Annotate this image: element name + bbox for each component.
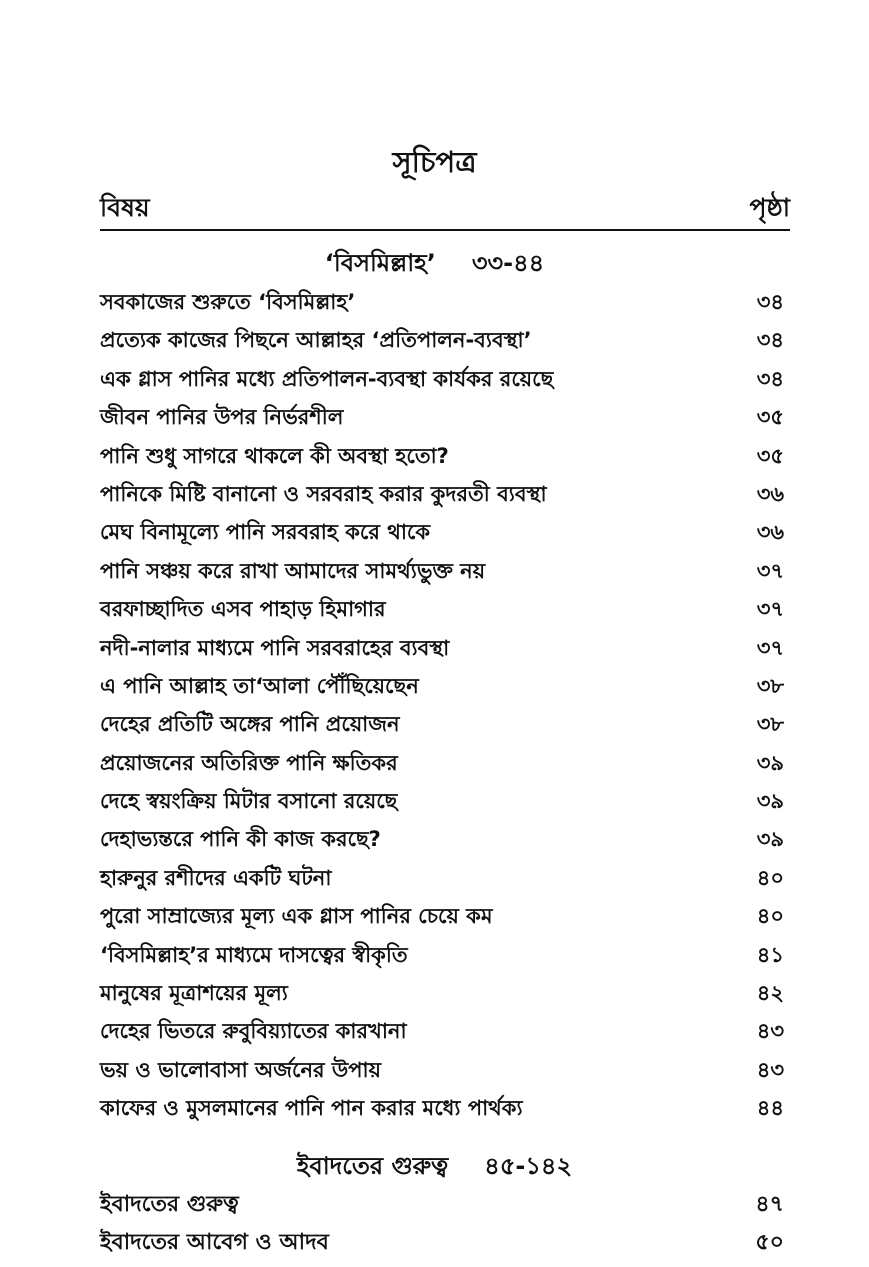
entry-title: নদী-নালার মাধ্যমে পানি সরবরাহের ব্যবস্থা (100, 635, 450, 660)
section-heading-ibadat (0, 1148, 869, 1188)
toc-entry[interactable] (100, 1012, 790, 1050)
entry-title: পুরো সাম্রাজ্যের মূল্য এক গ্লাস পানির চেয়ে কম (100, 904, 493, 929)
section-entries-bismillah (100, 283, 790, 1128)
entry-title: প্রত্যেক কাজের পিছনে আল্লাহর ‘প্রতিপালন-ব্যবস্থা’ (100, 328, 532, 353)
section-page-range: ৪৫-১৪২ (484, 1152, 573, 1180)
entry-page-number: ৩৪ (756, 366, 784, 391)
entry-page-number: ৩৫ (756, 443, 784, 468)
column-header-row (100, 188, 790, 228)
entry-title: এ পানি আল্লাহ তা‘আলা পৌঁছিয়েছেন (100, 673, 419, 698)
entry-page-number: ৫০ (755, 1230, 784, 1256)
entry-page-number: ৪৪ (756, 1096, 784, 1121)
entry-page-number: ৩৭ (756, 597, 784, 622)
entry-page-number: ৪৭ (755, 1192, 784, 1217)
entry-page-number: ৪০ (756, 904, 784, 929)
entry-title: পানি শুধু সাগরে থাকলে কী অবস্থা হতো? (100, 443, 449, 468)
toc-entry[interactable] (100, 513, 790, 551)
toc-entry[interactable] (100, 897, 790, 935)
toc-entry[interactable] (100, 590, 790, 628)
toc-entry[interactable] (100, 552, 790, 590)
entry-title: মেঘ বিনামূল্যে পানি সরবরাহ করে থাকে (100, 520, 431, 545)
entry-title: দেহাভ্যন্তরে পানি কী কাজ করছে? (100, 827, 381, 852)
entry-title: দেহে স্বয়ংক্রিয় মিটার বসানো রয়েছে (100, 789, 398, 814)
entry-page-number: ৪২ (756, 981, 784, 1006)
entry-title: দেহের ভিতরে রুবুবিয়্যাতের কারখানা (100, 1019, 407, 1044)
entry-title: কাফের ও মুসলমানের পানি পান করার মধ্যে পার্থক্য (100, 1096, 523, 1121)
entry-page-number: ৪০ (756, 865, 784, 890)
toc-entry[interactable] (100, 667, 790, 705)
entry-page-number: ৩৯ (756, 750, 784, 775)
toc-entry[interactable] (100, 1224, 790, 1262)
entry-title: পানি সঞ্চয় করে রাখা আমাদের সামর্থ্যভুক্ত নয় (100, 558, 486, 583)
entry-title: পানিকে মিষ্টি বানানো ও সরবরাহ করার কুদরতী ব্যবস্থা (100, 481, 547, 506)
entry-title: সবকাজের শুরুতে ‘বিসমিল্লাহ’ (100, 290, 356, 314)
toc-entry[interactable] (100, 820, 790, 858)
entry-page-number: ৩৭ (756, 558, 784, 583)
toc-entry[interactable] (100, 437, 790, 475)
toc-entry[interactable] (100, 705, 790, 743)
toc-entry[interactable] (100, 1186, 790, 1224)
toc-entry[interactable] (100, 283, 790, 321)
toc-entry[interactable] (100, 1089, 790, 1127)
entry-title: জীবন পানির উপর নির্ভরশীল (100, 405, 344, 430)
entry-page-number: ৩৪ (756, 328, 784, 353)
entry-page-number: ৪৩ (756, 1019, 784, 1044)
subject-column-label: বিষয় (100, 193, 150, 222)
toc-entry[interactable] (100, 360, 790, 398)
toc-entry[interactable] (100, 859, 790, 897)
entry-page-number: ৩৯ (756, 827, 784, 852)
entry-page-number: ৩৬ (756, 520, 784, 545)
section-entries-ibadat (100, 1186, 790, 1263)
entry-title: ‘বিসমিল্লাহ’র মাধ্যমে দাসত্বের স্বীকৃতি (100, 942, 408, 967)
entry-page-number: ৩৯ (756, 789, 784, 814)
entry-page-number: ৩৪ (756, 290, 784, 314)
toc-entry[interactable] (100, 1051, 790, 1089)
toc-entry[interactable] (100, 974, 790, 1012)
entry-page-number: ৩৫ (756, 405, 784, 430)
page-column-label: পৃষ্ঠা (749, 193, 790, 222)
section-page-range: ৩৩-৪৪ (471, 249, 545, 277)
section-title: ‘বিসমিল্লাহ’ (324, 249, 436, 277)
entry-page-number: ৩৮ (756, 712, 784, 737)
toc-entry[interactable] (100, 398, 790, 436)
entry-page-number: ৩৬ (756, 481, 784, 506)
toc-entry[interactable] (100, 629, 790, 667)
toc-entry[interactable] (100, 936, 790, 974)
toc-entry[interactable] (100, 782, 790, 820)
entry-title: দেহের প্রতিটি অঙ্গের পানি প্রয়োজন (100, 712, 400, 737)
entry-page-number: ৩৮ (756, 673, 784, 698)
page-title: সূচিপত্র (392, 145, 477, 179)
entry-page-number: ৪১ (756, 942, 784, 967)
section-title: ইবাদতের গুরুত্ব (296, 1152, 449, 1180)
section-heading-bismillah (0, 245, 869, 285)
entry-title: বরফাচ্ছাদিত এসব পাহাড় হিমাগার (100, 597, 386, 622)
entry-page-number: ৩৭ (756, 635, 784, 660)
toc-entry[interactable] (100, 744, 790, 782)
entry-title: ভয় ও ভালোবাসা অর্জনের উপায় (100, 1057, 381, 1082)
entry-title: এক গ্লাস পানির মধ্যে প্রতিপালন-ব্যবস্থা কার্যকর রয়েছে (100, 366, 554, 391)
header-divider (100, 229, 790, 231)
entry-title: ইবাদতের গুরুত্ব (100, 1192, 239, 1217)
entry-title: ইবাদতের আবেগ ও আদব (100, 1230, 329, 1256)
entry-page-number: ৪৩ (756, 1057, 784, 1082)
entry-title: হারুনুর রশীদের একটি ঘটনা (100, 865, 332, 890)
entry-title: প্রয়োজনের অতিরিক্ত পানি ক্ষতিকর (100, 750, 398, 775)
entry-title: মানুষের মূত্রাশয়ের মূল্য (100, 981, 288, 1006)
toc-entry[interactable] (100, 475, 790, 513)
toc-entry[interactable] (100, 321, 790, 359)
